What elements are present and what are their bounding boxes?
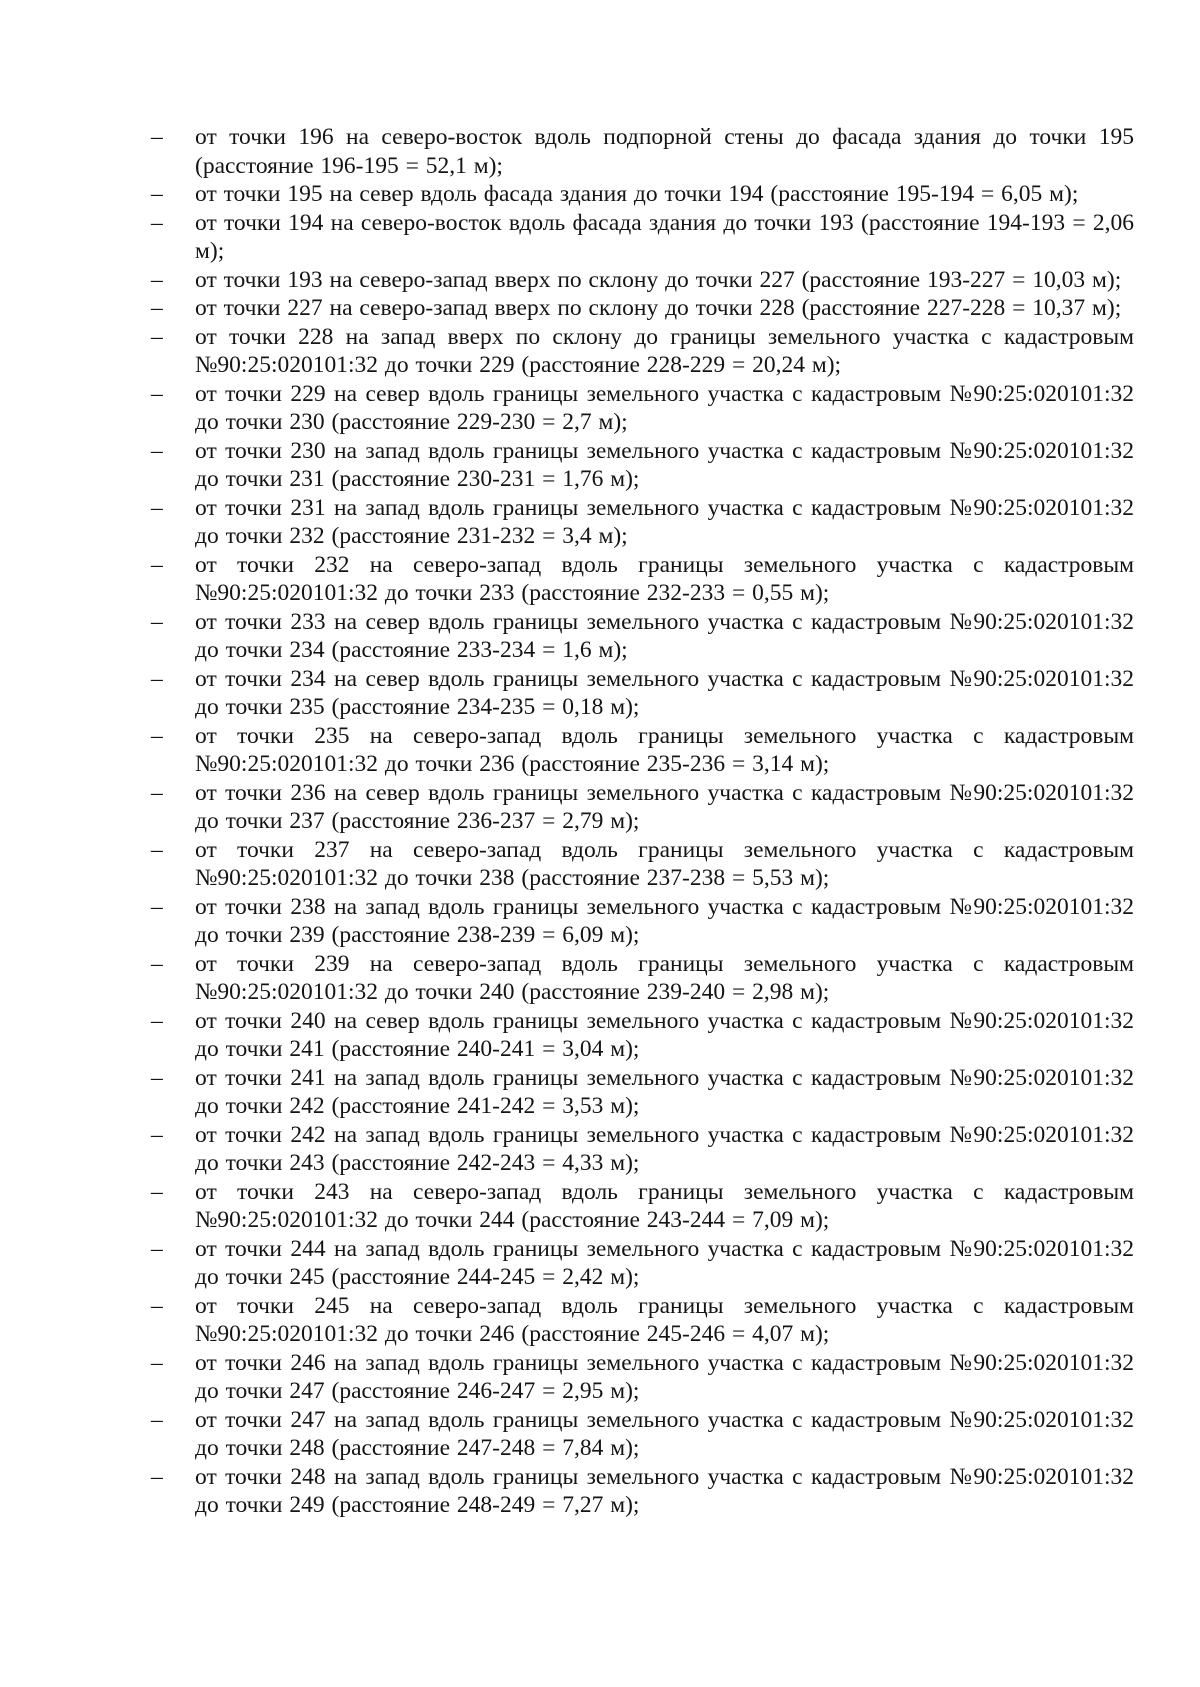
bullet-dash: – (151, 1178, 163, 1205)
bullet-dash: – (151, 722, 163, 749)
list-item-text: от точки 246 на запад вдоль границы земельного участка с кадастровым №90:25:020101:32 до точки 247 (расстояние 246-247 = 2,95 м); (195, 1349, 1134, 1404)
bullet-dash: – (151, 437, 163, 464)
bullet-dash: – (151, 1121, 163, 1148)
list-item-text: от точки 232 на северо-запад вдоль границы земельного участка с кадастровым №90:25:020101:32 до точки 233 (расстояние 232-233 = 0,55 м); (195, 551, 1134, 606)
list-item (151, 893, 1134, 950)
list-item (151, 1064, 1134, 1121)
list-item-text: от точки 245 на северо-запад вдоль границы земельного участка с кадастровым №90:25:020101:32 до точки 246 (расстояние 245-246 = 4,07 м); (195, 1292, 1134, 1347)
bullet-dash: – (151, 1406, 163, 1433)
list-item-text: от точки 236 на север вдоль границы земельного участка с кадастровым №90:25:020101:32 до точки 237 (расстояние 236-237 = 2,79 м); (195, 779, 1134, 834)
bullet-dash: – (151, 1235, 163, 1262)
list-item-text: от точки 230 на запад вдоль границы земельного участка с кадастровым №90:25:020101:32 до точки 231 (расстояние 230-231 = 1,76 м); (195, 437, 1134, 492)
list-item (151, 437, 1134, 494)
list-item-text: от точки 244 на запад вдоль границы земельного участка с кадастровым №90:25:020101:32 до точки 245 (расстояние 244-245 = 2,42 м); (195, 1235, 1134, 1290)
list-item (151, 123, 1134, 180)
bullet-dash: – (151, 266, 163, 293)
bullet-dash: – (151, 1064, 163, 1091)
list-item (151, 665, 1134, 722)
list-item-text: от точки 247 на запад вдоль границы земельного участка с кадастровым №90:25:020101:32 до точки 248 (расстояние 247-248 = 7,84 м); (195, 1406, 1134, 1461)
bullet-dash: – (151, 1292, 163, 1319)
list-item-text: от точки 228 на запад вверх по склону до границы земельного участка с кадастровым №90:25:020101:32 до точки 229 (расстояние 228-229 = 20,24 м); (195, 323, 1134, 378)
bullet-dash: – (151, 665, 163, 692)
list-item-text: от точки 248 на запад вдоль границы земельного участка с кадастровым №90:25:020101:32 до точки 249 (расстояние 248-249 = 7,27 м); (195, 1463, 1134, 1518)
list-item (151, 380, 1134, 437)
list-item-text: от точки 238 на запад вдоль границы земельного участка с кадастровым №90:25:020101:32 до точки 239 (расстояние 238-239 = 6,09 м); (195, 893, 1134, 948)
list-item (151, 294, 1134, 323)
list-item (151, 494, 1134, 551)
bullet-dash: – (151, 209, 163, 236)
list-item (151, 266, 1134, 295)
list-item (151, 608, 1134, 665)
list-item-text: от точки 239 на северо-запад вдоль границы земельного участка с кадастровым №90:25:020101:32 до точки 240 (расстояние 239-240 = 2,98 м); (195, 950, 1134, 1005)
bullet-dash: – (151, 1349, 163, 1376)
bullet-dash: – (151, 1007, 163, 1034)
bullet-dash: – (151, 124, 163, 150)
list-item-text: от точки 227 на северо-запад вверх по склону до точки 228 (расстояние 227-228 = 10,37 м); (195, 295, 1122, 321)
list-item (151, 950, 1134, 1007)
list-item-text: от точки 237 на северо-запад вдоль границы земельного участка с кадастровым №90:25:020101:32 до точки 238 (расстояние 237-238 = 5,53 м); (195, 836, 1134, 891)
list-item (151, 1178, 1134, 1235)
bullet-dash: – (151, 323, 163, 350)
bullet-dash: – (151, 181, 163, 207)
list-item-text: от точки 234 на север вдоль границы земельного участка с кадастровым №90:25:020101:32 до точки 235 (расстояние 234-235 = 0,18 м); (195, 665, 1134, 720)
list-item-text: от точки 243 на северо-запад вдоль границы земельного участка с кадастровым №90:25:020101:32 до точки 244 (расстояние 243-244 = 7,09 м); (195, 1178, 1134, 1233)
bullet-dash: – (151, 950, 163, 977)
list-item (151, 1463, 1134, 1520)
bullet-dash: – (151, 893, 163, 920)
list-item (151, 722, 1134, 779)
list-item (151, 180, 1134, 209)
list-item-text: от точки 195 на север вдоль фасада здания до точки 194 (расстояние 195-194 = 6,05 м); (195, 181, 1079, 207)
list-item-text: от точки 241 на запад вдоль границы земельного участка с кадастровым №90:25:020101:32 до точки 242 (расстояние 241-242 = 3,53 м); (195, 1064, 1134, 1119)
list-item (151, 323, 1134, 380)
boundary-description-list (151, 123, 1134, 1520)
bullet-dash: – (151, 836, 163, 863)
bullet-dash: – (151, 551, 163, 578)
list-item (151, 836, 1134, 893)
list-item-text: от точки 240 на север вдоль границы земельного участка с кадастровым №90:25:020101:32 до точки 241 (расстояние 240-241 = 3,04 м); (195, 1007, 1134, 1062)
list-item-text: от точки 235 на северо-запад вдоль границы земельного участка с кадастровым №90:25:020101:32 до точки 236 (расстояние 235-236 = 3,14 м); (195, 722, 1134, 777)
bullet-dash: – (151, 608, 163, 635)
list-item (151, 1292, 1134, 1349)
bullet-dash: – (151, 1463, 163, 1490)
list-item-text: от точки 233 на север вдоль границы земельного участка с кадастровым №90:25:020101:32 до точки 234 (расстояние 233-234 = 1,6 м); (195, 608, 1134, 663)
list-item (151, 551, 1134, 608)
list-item-text: от точки 196 на северо-восток вдоль подпорной стены до фасада здания до точки 195 (расстояние 196-195 = 52,1 м); (195, 124, 1134, 179)
bullet-dash: – (151, 295, 163, 321)
list-item (151, 209, 1134, 266)
list-item-text: от точки 193 на северо-запад вверх по склону до точки 227 (расстояние 193-227 = 10,03 м); (195, 266, 1122, 293)
list-item-text: от точки 231 на запад вдоль границы земельного участка с кадастровым №90:25:020101:32 до точки 232 (расстояние 231-232 = 3,4 м); (195, 494, 1134, 549)
list-item (151, 1121, 1134, 1178)
bullet-dash: – (151, 380, 163, 407)
list-item-text: от точки 229 на север вдоль границы земельного участка с кадастровым №90:25:020101:32 до точки 230 (расстояние 229-230 = 2,7 м); (195, 380, 1134, 435)
bullet-dash: – (151, 779, 163, 806)
list-item (151, 1406, 1134, 1463)
list-item (151, 1235, 1134, 1292)
list-item (151, 1349, 1134, 1406)
bullet-dash: – (151, 494, 163, 521)
list-item-text: от точки 194 на северо-восток вдоль фасада здания до точки 193 (расстояние 194-193 = 2,06 м); (195, 209, 1134, 264)
list-item-text: от точки 242 на запад вдоль границы земельного участка с кадастровым №90:25:020101:32 до точки 243 (расстояние 242-243 = 4,33 м); (195, 1121, 1134, 1176)
list-item (151, 1007, 1134, 1064)
list-item (151, 779, 1134, 836)
